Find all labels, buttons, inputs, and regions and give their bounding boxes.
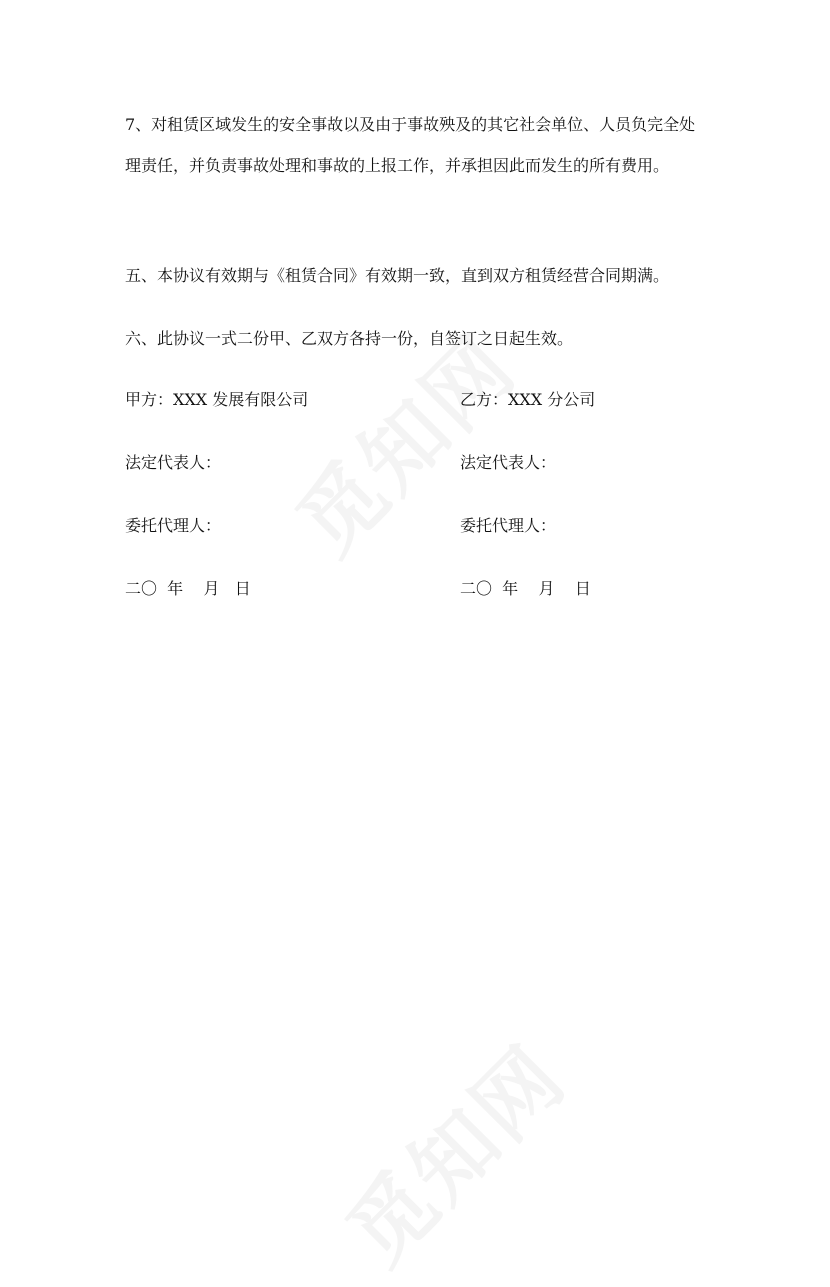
party-a-agent: 委托代理人： xyxy=(125,516,222,535)
clause-7: 7、对租赁区域发生的安全事故以及由于事故殃及的其它社会单位、人员负完全处理责任，并负责事故处理和事故的上报工作，并承担因此而发生的所有费用。 xyxy=(125,115,696,175)
section-6: 六、此协议一式二份甲、乙双方各持一份，自签订之日起生效。 xyxy=(125,329,574,348)
party-a-legal-rep: 法定代表人： xyxy=(125,453,222,472)
party-a-date: 二〇 年 月 日 xyxy=(125,579,251,598)
party-a-name: 甲方：XXX 发展有限公司 xyxy=(125,390,309,409)
watermark-bottom xyxy=(316,1014,588,1286)
party-b-name: 乙方：XXX 分公司 xyxy=(460,390,596,409)
party-b-agent: 委托代理人： xyxy=(460,516,557,535)
party-b-date: 二〇 年 月 日 xyxy=(460,579,591,598)
section-5: 五、本协议有效期与《租赁合同》有效期一致，直到双方租赁经营合同期满。 xyxy=(125,266,670,285)
party-b-legal-rep: 法定代表人： xyxy=(460,453,557,472)
